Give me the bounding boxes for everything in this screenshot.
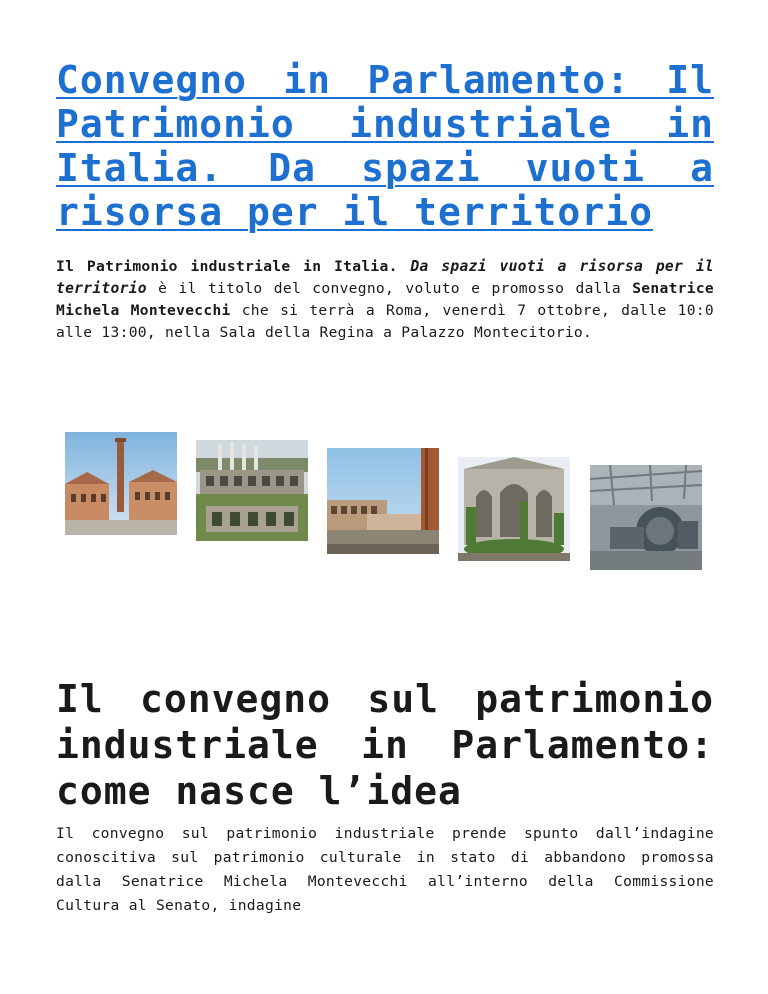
industrial-ruins-photo[interactable] [196, 440, 308, 541]
article-title-link[interactable]: Convegno in Parlamento: Il Patrimonio industriale in Italia. Da spazi vuoti a risorsa per il territorio [56, 58, 714, 234]
intro-paragraph [56, 256, 714, 344]
photo-gallery [56, 430, 714, 575]
section-paragraph: Il convegno sul patrimonio industriale prende spunto dall’indagine conoscitiva sul patrimonio culturale in stato di abbandono promossa dalla Senatrice Michela Montevecchi all’interno della Commissione Cultura al Senato, indagine [56, 825, 714, 914]
machinery-hall-photo[interactable] [590, 465, 702, 570]
intro-text: è il titolo del convegno, voluto e promosso dalla [146, 280, 633, 297]
senator-name: Senatrice Michela Montevecchi [56, 280, 714, 319]
article [56, 0, 714, 914]
article-title [56, 0, 714, 234]
ruined-hall-photo[interactable] [458, 457, 570, 561]
intro-bold-text: Il Patrimonio industriale in Italia. [56, 258, 398, 275]
section-heading: Il convegno sul patrimonio industriale in Parlamento: come nasce l’idea [56, 677, 714, 813]
abandoned-buildings-photo[interactable] [327, 448, 439, 554]
intro-italic-text: Da spazi vuoti a risorsa per il territorio [56, 258, 714, 297]
intro-text-end: che si terrà a Roma, venerdì 7 ottobre, dalle 10:0 alle 13:00, nella Sala della Regina a Palazzo Montecitorio. [56, 302, 714, 341]
factory-chimney-photo[interactable] [65, 432, 177, 535]
